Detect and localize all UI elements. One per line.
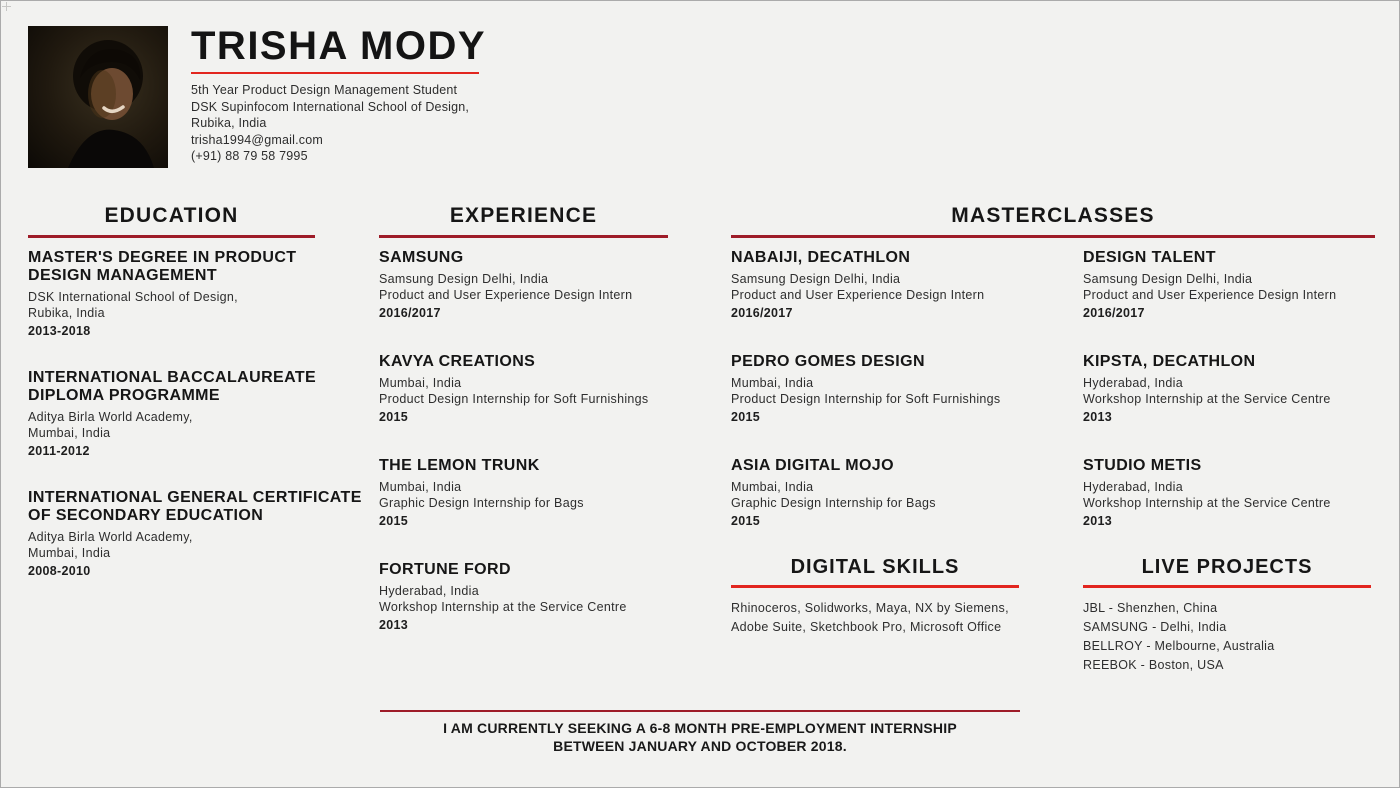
entry-title: KIPSTA, DECATHLON (1083, 353, 1256, 370)
resume-entry (28, 249, 328, 369)
entry-period: 2016/2017 (731, 306, 793, 320)
contact-line: 5th Year Product Design Management Student (191, 83, 458, 97)
footer (1, 710, 1399, 755)
project-item: JBL - Shenzhen, China (1083, 601, 1218, 615)
entry-title: ASIA DIGITAL MOJO (731, 457, 894, 474)
footer-line: BETWEEN JANUARY AND OCTOBER 2018. (553, 737, 847, 754)
corner-crop-mark (2, 2, 11, 11)
entry-title: DESIGN TALENT (1083, 249, 1216, 266)
entry-title: INTERNATIONAL GENERAL CERTIFICATE OF SECONDARY EDUCATION (28, 489, 362, 524)
entry-detail: Graphic Design Internship for Bags (379, 496, 584, 510)
masterclasses-header (731, 204, 1375, 238)
entry-detail: Graphic Design Internship for Bags (731, 496, 936, 510)
entry-detail: Product Design Internship for Soft Furnishings (731, 392, 1001, 406)
resume-entry (379, 457, 679, 561)
digital-skills-section (731, 555, 1019, 637)
footer-rule (380, 710, 1020, 712)
project-item: SAMSUNG - Delhi, India (1083, 620, 1227, 634)
entry-detail: Mumbai, India (731, 376, 814, 390)
entry-title: NABAIJI, DECATHLON (731, 249, 911, 266)
footer-line: I AM CURRENTLY SEEKING A 6-8 MONTH PRE-EMPLOYMENT INTERNSHIP (443, 720, 957, 736)
entry-detail: Samsung Design Delhi, India (379, 272, 549, 286)
masterclasses-column-2 (1083, 249, 1383, 561)
entry-period: 2016/2017 (379, 306, 441, 320)
entry-detail: Product Design Internship for Soft Furnishings (379, 392, 649, 406)
entry-period: 2016/2017 (1083, 306, 1145, 320)
header (191, 23, 711, 165)
entry-detail: Product and User Experience Design Intern (379, 288, 633, 302)
resume-entry (731, 249, 1031, 353)
person-name: TRISHA MODY (191, 24, 487, 68)
entry-period: 2015 (731, 410, 761, 424)
entry-title: INTERNATIONAL BACCALAUREATE DIPLOMA PROGRAMME (28, 369, 317, 404)
entry-period: 2015 (379, 514, 409, 528)
entry-detail: Mumbai, India (731, 480, 814, 494)
digital-skills-underline (731, 585, 1019, 588)
entry-detail: Samsung Design Delhi, India (731, 272, 901, 286)
contact-line: Rubika, India (191, 116, 267, 130)
resume-entry (1083, 353, 1383, 457)
entry-period: 2013-2018 (28, 324, 91, 338)
footer-statement (1, 720, 1399, 755)
entry-period: 2013 (1083, 410, 1113, 424)
live-projects-list (1083, 599, 1371, 675)
masterclasses-underline (731, 235, 1375, 238)
entry-detail: DSK International School of Design, (28, 290, 238, 304)
education-title: EDUCATION (104, 204, 239, 227)
resume-entry (28, 369, 328, 489)
entry-detail: Samsung Design Delhi, India (1083, 272, 1253, 286)
entry-period: 2015 (379, 410, 409, 424)
entry-period: 2011-2012 (28, 444, 90, 458)
entry-period: 2013 (1083, 514, 1113, 528)
digital-skills-title: DIGITAL SKILLS (790, 556, 960, 578)
live-projects-section (1083, 555, 1371, 675)
education-header (28, 204, 315, 238)
resume-entry (28, 489, 362, 609)
entry-detail: Mumbai, India (28, 546, 111, 560)
entry-period: 2015 (731, 514, 761, 528)
entry-detail: Mumbai, India (379, 376, 462, 390)
skills-line: Adobe Suite, Sketchbook Pro, Microsoft Office (731, 620, 1002, 634)
entry-detail: Workshop Internship at the Service Centre (1083, 392, 1331, 406)
entry-title: THE LEMON TRUNK (379, 457, 540, 474)
education-column (28, 249, 362, 609)
entry-detail: Workshop Internship at the Service Centre (379, 600, 627, 614)
entry-period: 2008-2010 (28, 564, 91, 578)
experience-column (379, 249, 679, 665)
project-item: REEBOK - Boston, USA (1083, 658, 1224, 672)
entry-detail: Aditya Birla World Academy, (28, 530, 193, 544)
entry-title: KAVYA CREATIONS (379, 353, 536, 370)
skills-line: Rhinoceros, Solidworks, Maya, NX by Siemens, (731, 601, 1009, 615)
contact-line: DSK Supinfocom International School of Design, (191, 99, 470, 114)
entry-title: FORTUNE FORD (379, 561, 511, 578)
project-item: BELLROY - Melbourne, Australia (1083, 639, 1275, 653)
entry-detail: Mumbai, India (28, 426, 111, 440)
entry-detail: Workshop Internship at the Service Centre (1083, 496, 1331, 510)
entry-title: PEDRO GOMES DESIGN (731, 353, 925, 370)
entry-detail: Mumbai, India (379, 480, 462, 494)
entry-detail: Product and User Experience Design Intern (1083, 288, 1337, 302)
contact-line: trisha1994@gmail.com (191, 132, 324, 147)
entry-title: STUDIO METIS (1083, 457, 1202, 474)
live-projects-title: LIVE PROJECTS (1141, 556, 1313, 578)
contact-line: (+91) 88 79 58 7995 (191, 149, 308, 163)
resume-entry (731, 457, 1031, 561)
resume-entry (379, 561, 679, 665)
live-projects-underline (1083, 585, 1371, 588)
resume-entry (731, 353, 1031, 457)
entry-detail: Hyderabad, India (379, 584, 480, 598)
resume-entry (379, 353, 679, 457)
entry-detail: Product and User Experience Design Intern (731, 288, 985, 302)
entry-detail: Hyderabad, India (1083, 376, 1184, 390)
resume-entry (379, 249, 679, 353)
masterclasses-column-1 (731, 249, 1031, 561)
entry-title: MASTER'S DEGREE IN PRODUCT DESIGN MANAGEMENT (28, 249, 297, 284)
entry-detail: Rubika, India (28, 306, 105, 320)
entry-title: SAMSUNG (379, 249, 464, 266)
entry-detail: Aditya Birla World Academy, (28, 410, 193, 424)
contact-details (191, 82, 711, 165)
entry-detail: Hyderabad, India (1083, 480, 1184, 494)
profile-photo (28, 26, 168, 168)
experience-underline (379, 235, 668, 238)
experience-header (379, 204, 668, 238)
resume-entry (1083, 457, 1383, 561)
digital-skills-list (731, 599, 1019, 637)
experience-title: EXPERIENCE (449, 204, 598, 227)
masterclasses-title: MASTERCLASSES (951, 204, 1155, 227)
entry-period: 2013 (379, 618, 409, 632)
education-underline (28, 235, 315, 238)
name-underline (191, 72, 479, 74)
resume-entry (1083, 249, 1383, 353)
